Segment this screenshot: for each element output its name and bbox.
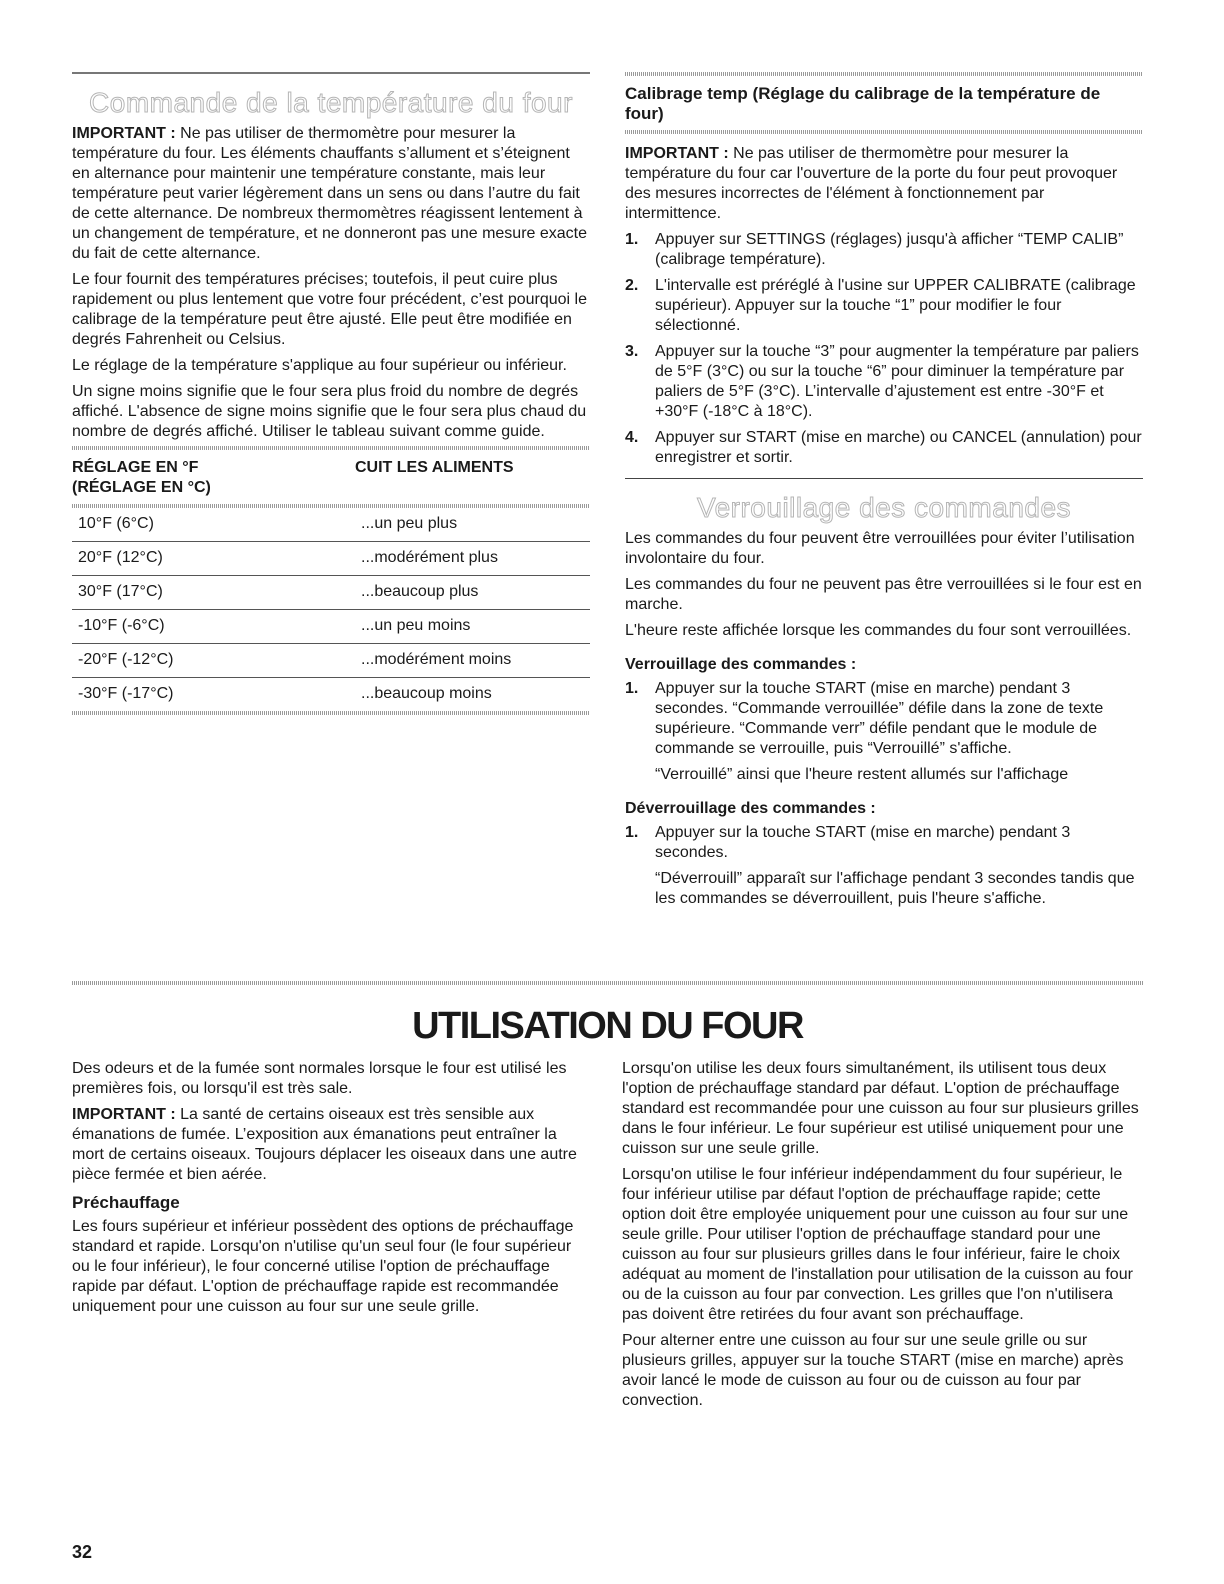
left-column <box>72 72 590 715</box>
paragraph: Lorsqu'on utilise les deux fours simultanément, ils utilisent tous deux l'option de préchauffage standard par défaut. L'option de préchauffage standard est recommandée pour une cuisson au four sur plusieurs grilles dans le four inférieur. Le four supérieur est utilisé uniquement pour une cuisson sur une seule grille. <box>622 1060 1139 1157</box>
paragraph: L'heure reste affichée lorsque les commandes du four sont verrouillées. <box>625 622 1132 639</box>
paragraph-important-birds <box>72 1105 587 1185</box>
header-line: (RÉGLAGE EN °C) <box>72 479 211 496</box>
table-row <box>72 678 590 712</box>
list-item <box>625 276 1143 336</box>
subhead-rule <box>625 130 1143 134</box>
step-number: 2. <box>625 277 639 294</box>
paragraph: Lorsqu'on utilise le four inférieur indépendamment du four supérieur, le four inférieur utilise par défaut l'option de préchauffage rapide; cette option doit être employée uniquement pour une cuisson au four sur une seule grille. Pour utiliser l'option de préchauffage standard pour une cuisson au four sur plusieurs grilles dans le four inférieur, faire le choix adéquat au moment de l'installation pour utilisation de la cuisson au four ou de la cuisson au four par convection. Les grilles que l'on n'utilisera pas doivent être retirées du four avant son préchauffage. <box>622 1166 1133 1323</box>
subheading-lock: Verrouillage des commandes : <box>625 656 857 673</box>
table-row <box>72 508 590 542</box>
step-number: 4. <box>625 429 639 446</box>
step-text: Appuyer sur la touche “3” pour augmenter la température par paliers de 5°F (3°C) ou sur la touche “6” pour diminuer la température par paliers de 5°F (3°C). L’intervalle d’ajustement est entre -30°F et +30°F (-18°C à 18°C). <box>655 343 1139 420</box>
list-item <box>625 428 1143 468</box>
header-line: RÉGLAGE EN °F <box>72 459 199 476</box>
list-item <box>625 823 1143 863</box>
lock-steps <box>625 679 1143 759</box>
table-row <box>72 576 590 610</box>
paragraph-important-temp <box>72 124 590 264</box>
paragraph: Un signe moins signifie que le four sera plus froid du nombre de degrés affiché. L'absence de signe moins signifie que le four sera plus chaud du nombre de degrés affiché. Utiliser le tableau suivant comme guide. <box>72 383 587 440</box>
table-cell: 10°F (6°C) <box>72 508 355 542</box>
subheading-preheat: Préchauffage <box>72 1193 180 1212</box>
unlock-note: “Déverrouill” apparaît sur l'affichage pendant 3 secondes tandis que les commandes se déverrouillent, puis l'heure s'affiche. <box>655 870 1135 907</box>
table-cell: -30°F (-17°C) <box>78 685 174 702</box>
table-cell: ...un peu moins <box>355 610 590 644</box>
paragraph: Les commandes du four ne peuvent pas être verrouillées si le four est en marche. <box>625 576 1142 613</box>
main-title: UTILISATION DU FOUR <box>412 1005 803 1047</box>
step-text: Appuyer sur START (mise en marche) ou CANCEL (annulation) pour enregistrer et sortir. <box>655 429 1142 466</box>
step-number: 1. <box>625 680 639 697</box>
calibration-steps <box>625 230 1143 468</box>
paragraph: Pour alterner entre une cuisson au four sur une seule grille ou sur plusieurs grilles, appuyer sur la touche START (mise en marche) après avoir lancé le mode de cuisson au four ou de cuisson au four par convection. <box>622 1332 1124 1409</box>
table-header-setting <box>72 454 355 504</box>
table-cell: ...beaucoup moins <box>361 685 492 702</box>
step-text: L'intervalle est préréglé à l'usine sur UPPER CALIBRATE (calibrage supérieur). Appuyer sur la touche “1” pour modifier le four sélectionné. <box>655 277 1136 334</box>
page-number: 32 <box>72 1542 93 1562</box>
unlock-steps <box>625 823 1143 863</box>
right-column <box>625 72 1143 915</box>
table-row <box>72 644 590 678</box>
bottom-left-column <box>72 1059 587 1323</box>
list-item <box>625 342 1143 422</box>
paragraph-text: Ne pas utiliser de thermomètre pour mesurer la température du four. Les éléments chauffants s’allument et s’éteignent en alternance pour maintenir une température constante, mais leur température peut varier légèrement dans un sens ou dans l’autre du fait de cette alternance. De nombreux thermomètres réagissent lentement à un changement de température, et ne donneront pas une mesure exacte du fait de cette alternance. <box>72 125 588 262</box>
step-number: 3. <box>625 343 639 360</box>
list-item <box>625 230 1143 270</box>
table-cell: -10°F (-6°C) <box>72 610 355 644</box>
important-label: IMPORTANT : <box>72 1106 176 1123</box>
paragraph: Les commandes du four peuvent être verrouillées pour éviter l’utilisation involontaire du four. <box>625 530 1135 567</box>
paragraph-important-calib <box>625 144 1143 224</box>
step-text: Appuyer sur la touche START (mise en marche) pendant 3 secondes. “Commande verrouillée” défile dans la zone de texte supérieure. “Commande verr” défile pendant que le module de commande se verrouille, puis “Verrouillé” s'affiche. <box>655 680 1104 757</box>
important-label: IMPORTANT : <box>72 125 176 142</box>
top-rule <box>625 72 1143 76</box>
paragraph-text: La santé de certains oiseaux est très sensible aux émanations de fumée. L’exposition aux émanations peut entraîner la mort de certains oiseaux. Toujours déplacer les oiseaux dans une autre pièce fermée et bien aérée. <box>72 1106 577 1183</box>
section-title-lock: Verrouillage des commandes <box>696 492 1072 523</box>
table-cell: ...beaucoup plus <box>355 576 590 610</box>
paragraph: Le réglage de la température s'applique au four supérieur ou inférieur. <box>72 357 567 374</box>
section-rule <box>625 478 1143 479</box>
table-cell: 20°F (12°C) <box>72 542 355 576</box>
table-top-rule <box>72 446 590 450</box>
step-text: Appuyer sur la touche START (mise en marche) pendant 3 secondes. <box>655 824 1071 861</box>
important-label: IMPORTANT : <box>625 145 729 162</box>
table-cell: ...modérément plus <box>355 542 590 576</box>
lock-note: “Verrouillé” ainsi que l'heure restent allumés sur l'affichage <box>655 766 1069 783</box>
step-number: 1. <box>625 231 639 248</box>
table-header-row <box>72 454 590 504</box>
subheading-unlock: Déverrouillage des commandes : <box>625 800 876 817</box>
table-bottom-rule <box>72 711 590 715</box>
paragraph: Des odeurs et de la fumée sont normales lorsque le four est utilisé les premières fois, ou lorsqu'il est très sale. <box>72 1060 567 1097</box>
paragraph: Le four fournit des températures précises; toutefois, il peut cuire plus rapidement ou plus lentement que votre four précédent, c’est pourquoi le calibrage de la température peut être ajusté. Elle peut être modifiée en degrés Fahrenheit ou Celsius. <box>72 271 587 348</box>
table-cell: 30°F (17°C) <box>72 576 355 610</box>
section-title-calibration: Calibrage temp (Réglage du calibrage de la température de four) <box>625 84 1101 123</box>
table-row <box>72 610 590 644</box>
step-text: Appuyer sur SETTINGS (réglages) jusqu'à afficher “TEMP CALIB” (calibrage température). <box>655 231 1124 268</box>
step-number: 1. <box>625 824 639 841</box>
top-rule <box>72 72 590 74</box>
table-header-effect: CUIT LES ALIMENTS <box>355 459 514 476</box>
paragraph-text: Ne pas utiliser de thermomètre pour mesurer la température du four car l'ouverture de la porte du four peut provoquer des mesures incorrectes de l'élément à fonctionnement par intermittence. <box>625 145 1118 222</box>
bottom-right-column <box>622 1059 1143 1417</box>
paragraph: Les fours supérieur et inférieur possèdent des options de préchauffage standard et rapide. Lorsqu'on n'utilise qu'un seul four (le four supérieur ou le four inférieur), le four concerné utilise l'option de préchauffage rapide par défaut. L'option de préchauffage rapide est recommandée uniquement pour une cuisson au four sur une seule grille. <box>72 1218 574 1315</box>
table-cell: ...modérément moins <box>355 644 590 678</box>
table-cell: ...un peu plus <box>355 508 590 542</box>
section-title-temperature: Commande de la température du four <box>89 87 573 118</box>
table-row <box>72 542 590 576</box>
table-cell: -20°F (-12°C) <box>72 644 355 678</box>
full-width-rule <box>72 981 1143 985</box>
list-item <box>625 679 1143 759</box>
calibration-table <box>72 454 590 711</box>
